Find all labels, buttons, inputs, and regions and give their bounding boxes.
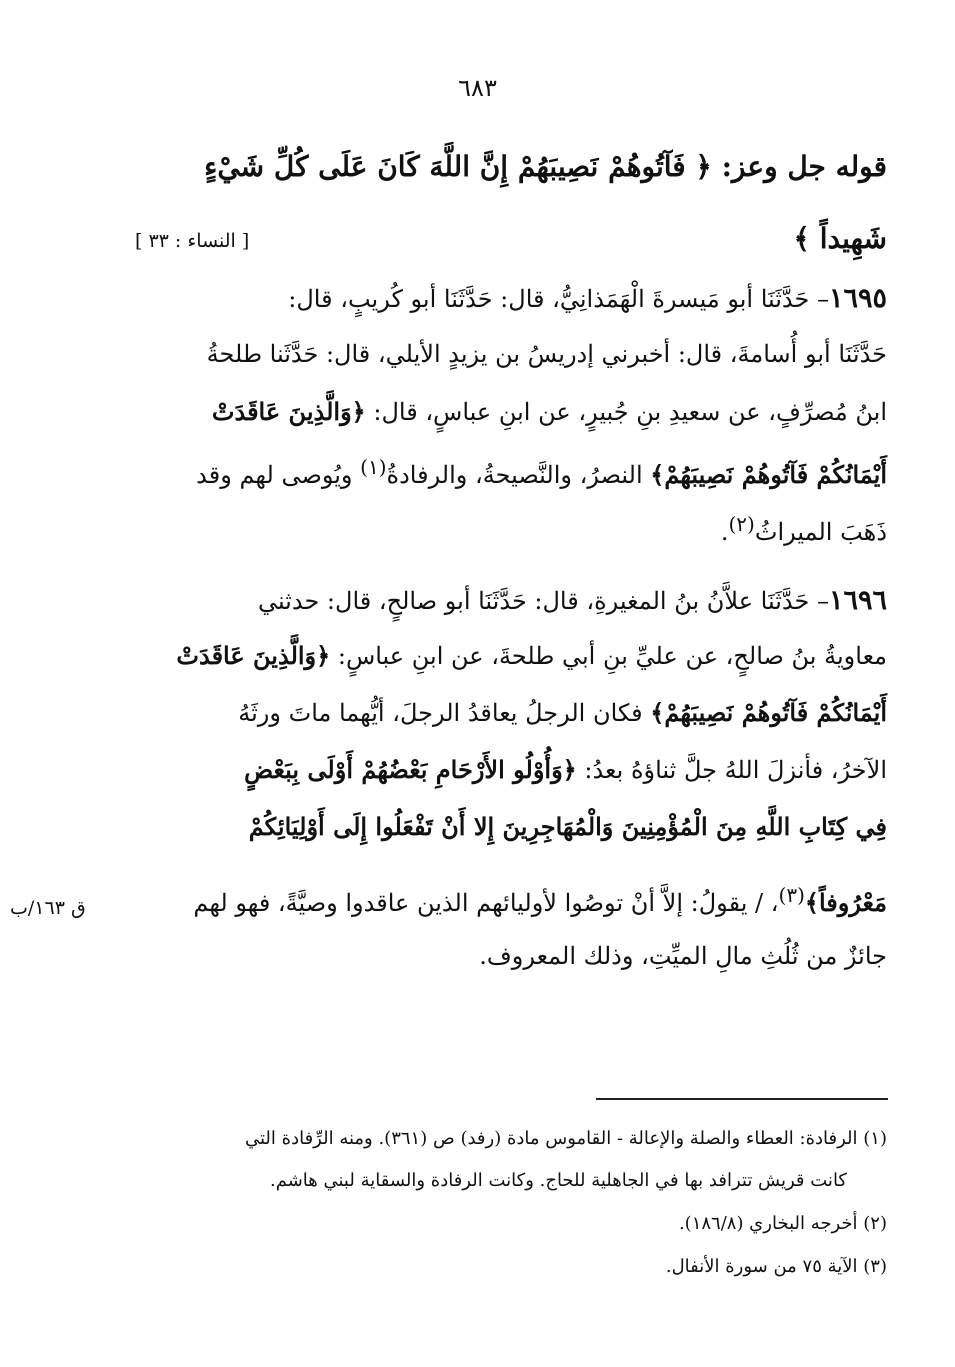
hadith-1696-line-1: ١٦٩٦– حَدَّثَنَا علاَّنُ بنُ المغيرةِ، قال: حَدَّثَنَا أبو صالحٍ، قال: حدثني bbox=[257, 585, 887, 616]
hadith-1696-line-3: أَيْمَانُكُمْ فَآتُوهُمْ نَصِيبَهُمْ﴾ فكان الرجلُ يعاقدُ الرجلَ، أيُّهما ماتَ ورثَهُ bbox=[238, 698, 887, 727]
margin-note: ق ١٦٣/ب bbox=[10, 897, 86, 919]
hadith-1695-line-3: ابنُ مُصرِّفٍ، عن سعيدِ بنِ جُبيرٍ، عن ابنِ عباسٍ، قال: ﴿وَالَّذِينَ عَاقَدَتْ bbox=[211, 397, 887, 426]
footnote-1-line-1: (١) الرفادة: العطاء والصلة والإعالة - القاموس مادة (رفد) ص (٣٦١). ومنه الرِّفادة التي bbox=[245, 1128, 887, 1149]
quran-quote: ﴿وَالَّذِينَ عَاقَدَتْ bbox=[176, 641, 331, 670]
hadith-1695-line-4: أَيْمَانُكُمْ فَآتُوهُمْ نَصِيبَهُمْ﴾ النصرُ، والنَّصيحةُ، والرفادةُ$^{(١)}$ ويُوصى لهم وقد bbox=[196, 455, 887, 489]
heading-line-2: شَهِيداً ﴾ bbox=[793, 222, 887, 255]
page-number: ٦٨٣ bbox=[458, 74, 497, 102]
hadith-number: ١٦٩٥ bbox=[828, 283, 887, 314]
quran-quote: ﴿وَالَّذِينَ عَاقَدَتْ bbox=[211, 397, 366, 426]
verse-reference: [ النساء : ٣٣ ] bbox=[135, 230, 250, 252]
footnote-1-line-2: كانت قريش تترافد بها في الجاهلية للحاج. وكانت الرفادة والسقاية لبني هاشم. bbox=[270, 1170, 847, 1191]
hadith-number: ١٦٩٦ bbox=[828, 585, 887, 616]
footnote-ref-2: (٢) bbox=[728, 512, 755, 536]
footnote-2: (٢) أخرجه البخاري (١٨٦/٨). bbox=[678, 1213, 887, 1234]
hadith-1696-line-7: جائزٌ من ثُلُثِ مالِ الميِّتِ، وذلك المعروف. bbox=[479, 942, 887, 970]
hadith-1696-line-2: معاويةُ بنُ صالحٍ، عن عليِّ بنِ أبي طلحةَ، عن ابنِ عباسٍ: ﴿وَالَّذِينَ عَاقَدَتْ bbox=[176, 641, 887, 670]
heading-lead: قوله جل وعز: bbox=[721, 150, 887, 183]
footnote-separator bbox=[596, 1098, 888, 1100]
quran-quote: مَعْرُوفاً﴾ bbox=[804, 888, 887, 917]
hadith-1696-line-6: مَعْرُوفاً﴾$^{(٣)}$، / يقولُ: إلاَّ أنْ توصُوا لأوليائهم الذين عاقدوا وصيَّةً، فهو لهم bbox=[193, 883, 887, 917]
hadith-1695-line-5: ذَهَبَ الميراثُ$^{(٢)}$. bbox=[720, 512, 887, 546]
hadith-1695-line-1: ١٦٩٥– حَدَّثَنَا أبو مَيسرةَ الْهَمَذانِيُّ، قال: حَدَّثَنَا أبو كُريبٍ، قال: bbox=[288, 283, 887, 314]
footnote-3: (٣) الآية ٧٥ من سورة الأنفال. bbox=[665, 1256, 887, 1277]
quran-quote: أَيْمَانُكُمْ فَآتُوهُمْ نَصِيبَهُمْ﴾ bbox=[650, 698, 887, 727]
hadith-1696-line-5: فِي كِتَابِ اللَّهِ مِنَ الْمُؤْمِنِينَ وَالْمُهَاجِرِينَ إِلا أَنْ تَفْعَلُوا إِلَى أَوْلِيَائِكُمْ bbox=[248, 812, 887, 841]
footnote-ref-1: (١) bbox=[360, 455, 387, 479]
quran-quote: ﴿وَأُوْلُو الأَرْحَامِ بَعْضُهُمْ أَوْلَى بِبَعْضٍ bbox=[244, 755, 577, 784]
hadith-1695-line-2: حَدَّثَنَا أبو أُسامةَ، قال: أخبرني إدريسُ بن يزيدٍ الأيلي، قال: حَدَّثَنا طلحةُ bbox=[206, 340, 887, 368]
quran-quote: أَيْمَانُكُمْ فَآتُوهُمْ نَصِيبَهُمْ﴾ bbox=[650, 460, 887, 489]
heading-line-1 bbox=[204, 150, 887, 183]
heading-verse: ﴿ فَآتُوهُمْ نَصِيبَهُمْ إِنَّ اللَّهَ كَانَ عَلَى كُلِّ شَيْءٍ bbox=[204, 150, 712, 183]
footnote-ref-3: (٣) bbox=[778, 883, 805, 907]
hadith-1696-line-4: الآخرُ، فأنزلَ اللهُ جلَّ ثناؤهُ بعدُ: ﴿وَأُوْلُو الأَرْحَامِ بَعْضُهُمْ أَوْلَى بِبَعْضٍ bbox=[244, 755, 887, 784]
